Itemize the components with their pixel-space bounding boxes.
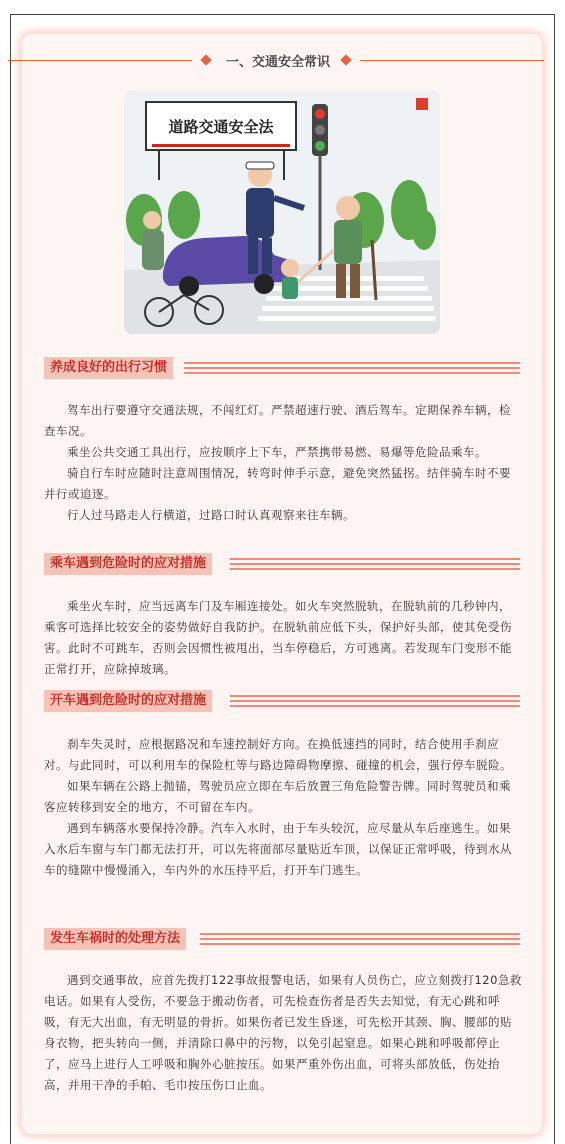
paragraph: 如果车辆在公路上抛锚，驾驶员应立即在车后放置三角危险警告牌。同时驾驶员和乘客应转移到安全的地方，不可留在车内。 <box>44 779 511 814</box>
heading-stripes <box>184 362 520 374</box>
main-title-row <box>8 50 544 72</box>
main-title: 一、交通安全常识 <box>225 55 330 70</box>
section-body-passenger-danger <box>44 596 522 680</box>
illustration-svg <box>124 90 440 334</box>
sign-text: 道路交通安全法 <box>168 118 274 136</box>
section-heading-label: 乘车遇到危险时的应对措施 <box>44 553 212 575</box>
traffic-safety-illustration <box>124 90 440 334</box>
section-heading-driver-danger <box>44 690 520 712</box>
paragraph: 乘坐火车时，应当远离车门及车厢连接处。如火车突然脱轨，在脱轨前的几秒钟内，乘客可选择比较安全的姿势做好自我防护。在脱轨前应低下头，保护好头部，使其免受伤害。此时不可跳车，否则会因惯性被甩出，当车停稳后，方可逃离。若发现车门变形不能正常打开，应除掉玻璃。 <box>44 599 512 676</box>
section-heading-travel-habits <box>44 357 520 379</box>
paragraph: 刹车失灵时，应根据路况和车速控制好方向。在换低速挡的同时，结合使用手刹应对。与此同时，可以利用车的保险杠等与路边障碍物摩擦、碰撞的机会，强行停车脱险。 <box>44 737 512 772</box>
paragraph: 行人过马路走人行横道，过路口时认真观察来往车辆。 <box>67 508 355 522</box>
section-heading-label: 开车遇到危险时的应对措施 <box>44 690 212 712</box>
diamond-icon <box>200 54 211 65</box>
paragraph: 骑自行车时应随时注意周围情况，转弯时伸手示意，避免突然猛拐。结伴骑车时不要并行或追逐。 <box>44 466 511 501</box>
heading-stripes <box>230 695 520 707</box>
paragraph: 驾车出行要遵守交通法规，不闯红灯。严禁超速行驶、酒后驾车。定期保养车辆，检查车况。 <box>44 403 511 438</box>
paragraph: 遇到交通事故，应首先拨打122事故报警电话，如果有人员伤亡，应立刻拨打120急救电话。如果有人受伤，不要急于搬动伤者，可先检查伤者是否失去知觉，有无心跳和呼吸，有无大出血，有无明显的骨折。如果伤者已发生昏迷，可先松开其颈、胸、腰部的贴身衣物，把头转向一侧，并清除口鼻中的污物，以免引起窒息。如果心跳和呼吸都停止了，应马上进行人工呼吸和胸外心脏按压。如果严重外伤出血，可将头部放低，伤处抬高，并用干净的手帕、毛巾按压伤口止血。 <box>44 973 522 1092</box>
section-heading-label: 发生车祸时的处理方法 <box>44 928 186 950</box>
title-line-right <box>360 60 544 61</box>
heading-stripes <box>200 933 520 945</box>
section-heading-label: 养成良好的出行习惯 <box>44 357 173 379</box>
section-body-accident-handling <box>44 970 522 1096</box>
title-line-left <box>8 60 192 61</box>
section-heading-accident-handling <box>44 928 520 950</box>
section-body-travel-habits <box>44 400 522 526</box>
paragraph: 遇到车辆落水要保持冷静。汽车入水时，由于车头较沉，应尽量从车后座逃生。如果入水后车窗与车门都无法打开，可以先将面部尽量贴近车顶，以保证正常呼吸，待到水从车的缝隙中慢慢涌入，车内外的水压持平后，打开车门逃生。 <box>44 821 512 877</box>
heading-stripes <box>230 558 520 570</box>
diamond-icon <box>340 54 351 65</box>
section-heading-passenger-danger <box>44 553 520 575</box>
paragraph: 乘坐公共交通工具出行，应按顺序上下车，严禁携带易燃、易爆等危险品乘车。 <box>67 445 487 459</box>
section-body-driver-danger <box>44 734 522 881</box>
